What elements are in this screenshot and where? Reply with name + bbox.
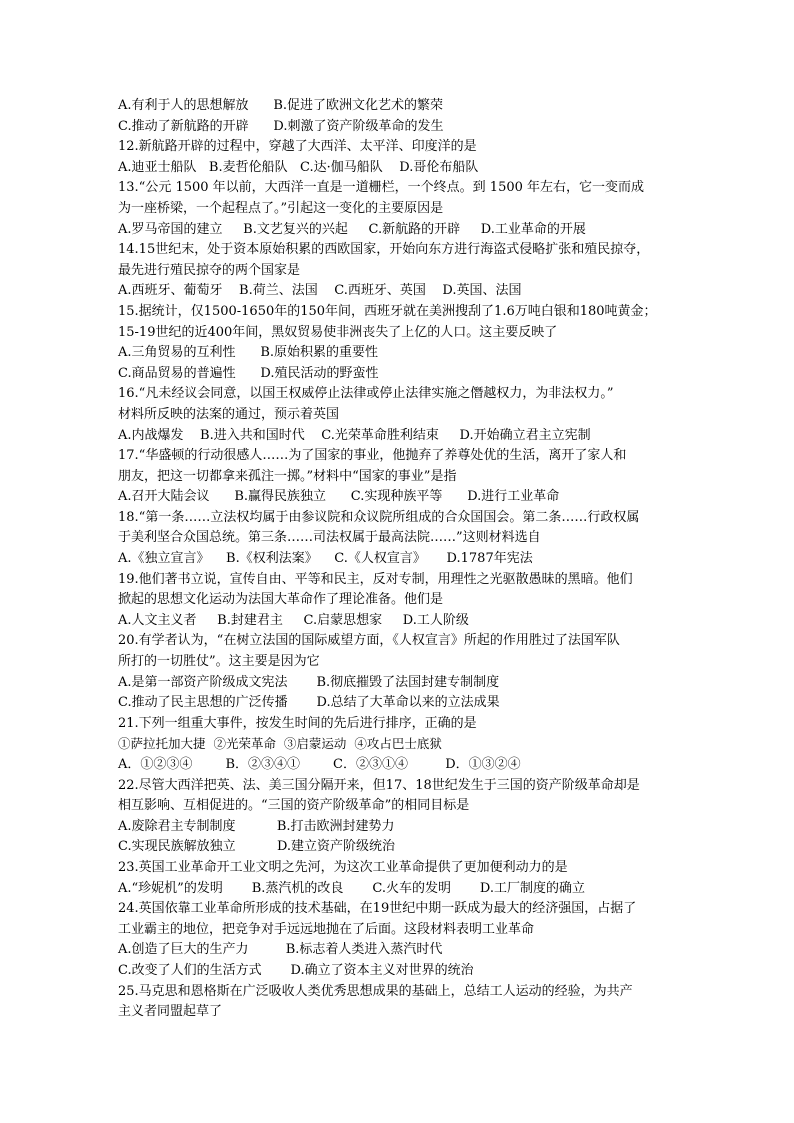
text-line: 23.英国工业革命开工业文明之先河，为这次工业革命提供了更加便利动力的是 [118,859,568,875]
text-line: 所打的一切胜仗”。这主要是因为它 [118,654,320,670]
text-line: A.是第一部资产阶级成文宪法 B.彻底摧毁了法国封建专制制度 [118,674,500,690]
text-line: A.三角贸易的互利性 B.原始积累的重要性 [118,345,379,361]
text-line: 14.15世纪末，处于资本原始积累的西欧国家，开始向东方进行海盗式侵略扩张和殖民掠夺， [118,242,650,258]
text-line: C.推动了新航路的开辟 D.刺激了资产阶级革命的发生 [118,118,444,134]
text-line: A.“珍妮机”的发明 B.蒸汽机的改良 C.火车的发明 D.工厂制度的确立 [118,880,585,896]
text-line: C.实现民族解放独立 D.建立资产阶级统治 [118,839,396,855]
text-line: 于美利坚合众国总统。第三条……司法权属于最高法院……”这则材料选自 [118,530,541,546]
text-line: 17.“华盛顿的行动很感人……为了国家的事业，他抛弃了养尊处优的生活，离开了家人和 [118,448,627,464]
text-line: C.改变了人们的生活方式 D.确立了资本主义对世界的统治 [118,962,474,978]
text-line: 掀起的思想文化运动为法国大革命作了理论准备。他们是 [118,592,444,608]
text-line: 21.下列一组重大事件，按发生时间的先后进行排序，正确的是 [118,715,477,731]
text-line: A.废除君主专制制度 B.打击欧洲封建势力 [118,818,395,834]
text-line: ①萨拉托加大捷 ②光荣革命 ③启蒙运动 ④攻占巴士底狱 [118,736,442,752]
text-line: 15.据统计，仅1500-1650年的150年间，西班牙就在美洲搜刮了1.6万吨白银和180吨黄金； [118,303,657,319]
exam-page [118,96,688,1023]
text-line: A．①②③④ B．②③④① C．②③①④ D．①③②④ [118,757,521,772]
text-line: A.召开大陆会议 B.赢得民族独立 C.实现种族平等 D.进行工业革命 [118,489,560,505]
text-line: 16.“凡未经议会同意，以国王权威停止法律或停止法律实施之僭越权力，为非法权力。” [118,386,614,402]
text-line: 19.他们著书立说，宣传自由、平等和民主，反对专制，用理性之光驱散愚昧的黑暗。他们 [118,571,633,587]
text-line: A.人文主义者 B.封建君主 C.启蒙思想家 D.工人阶级 [118,612,469,628]
text-line: A.罗马帝国的建立 B.文艺复兴的兴起 C.新航路的开辟 D.工业革命的开展 [118,221,586,237]
text-line: A.内战爆发 B.进入共和国时代 C.光荣革命胜利结束 D.开始确立君主立宪制 [118,427,591,443]
text-line: 24.英国依靠工业革命所形成的技术基础，在19世纪中期一跃成为最大的经济强国，占据了 [118,901,637,917]
text-line: 主义者同盟起草了 [118,1004,223,1020]
text-line: A.迪亚士船队 B.麦哲伦船队 C.达·伽马船队 D.哥伦布船队 [118,159,479,175]
text-line: 25.马克思和恩格斯在广泛吸收人类优秀思想成果的基础上，总结工人运动的经验，为共产 [118,983,633,999]
text-line: 工业霸主的地位，把竞争对手远远地抛在了后面。这段材料表明工业革命 [118,921,535,937]
text-line: 最先进行殖民掠夺的两个国家是 [118,262,301,278]
text-line: C.商品贸易的普遍性 D.殖民活动的野蛮性 [118,365,379,381]
text-line: 材料所反映的法案的通过，预示着英国 [118,406,340,422]
text-line: C.推动了民主思想的广泛传播 D.总结了大革命以来的立法成果 [118,695,500,711]
text-line: A.西班牙、葡萄牙 B.荷兰、法国 C.西班牙、英国 D.英国、法国 [118,283,522,299]
text-line: 13.“公元 1500 年以前，大西洋一直是一道栅栏，一个终点。到 1500 年左右，它一变而成 [118,180,645,196]
text-line: 18.“第一条……立法权均属于由参议院和众议院所组成的合众国国会。第二条……行政权属 [118,509,640,525]
text-line: 20.有学者认为，“在树立法国的国际威望方面，《人权宣言》所起的作用胜过了法国军队 [118,633,620,649]
text-line: 为一座桥梁，一个起程点了。”引起这一变化的主要原因是 [118,200,444,216]
text-line: A.有利于人的思想解放 B.促进了欧洲文化艺术的繁荣 [118,98,444,113]
text-line: 朋友，把这一切都拿来孤注一掷。”材料中“国家的事业”是指 [118,468,457,484]
text-line: 12.新航路开辟的过程中，穿越了大西洋、太平洋、印度洋的是 [118,139,477,155]
text-line: A.《独立宣言》 B.《权利法案》 C.《人权宣言》 D.1787年宪法 [118,551,533,567]
text-line: 22.尽管大西洋把英、法、美三国分隔开来，但17、18世纪发生于三国的资产阶级革命却是 [118,777,640,793]
text-line: A.创造了巨大的生产力 B.标志着人类进入蒸汽时代 [118,942,443,958]
text-line: 相互影响、互相促进的。“三国的资产阶级革命”的相同目标是 [118,798,470,814]
text-line: 15-19世纪的近400年间，黑奴贸易使非洲丧失了上亿的人口。这主要反映了 [118,324,558,340]
